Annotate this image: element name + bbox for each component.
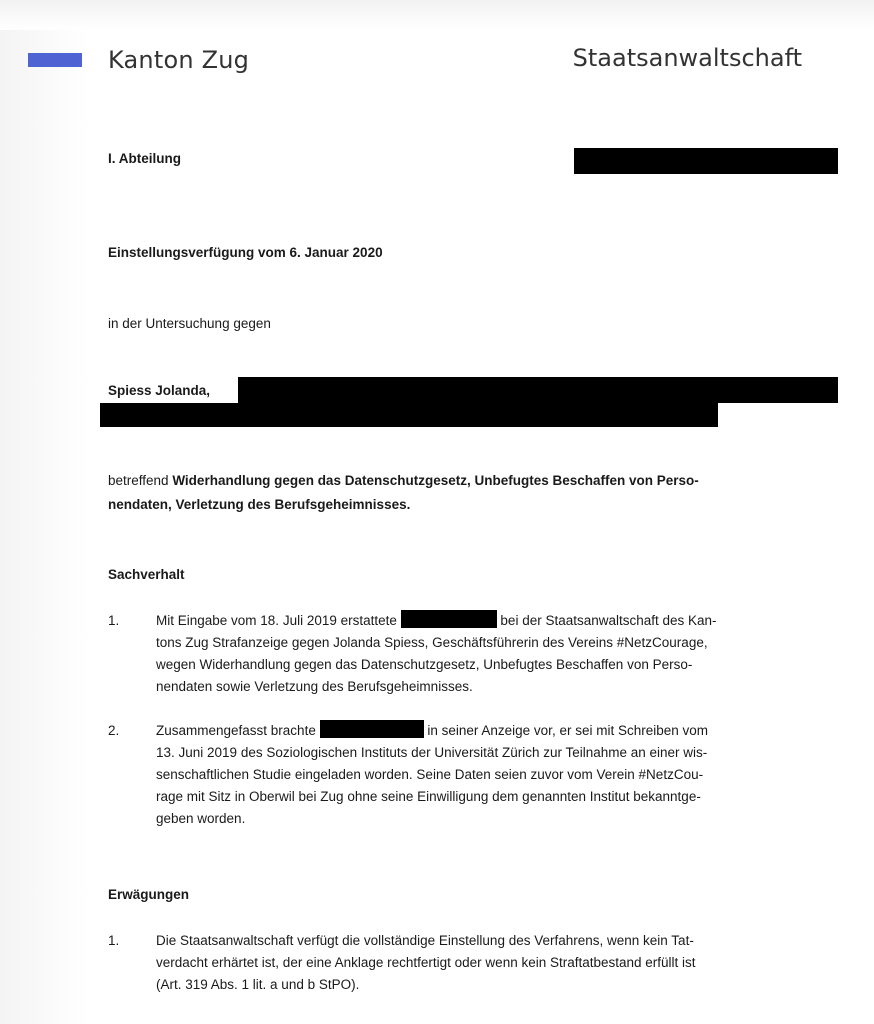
line-text: Zusammengefasst brachte (156, 723, 316, 738)
paragraph-line: nendaten sowie Verletzung des Berufsgeheimnisses. (156, 679, 473, 694)
redaction-box (238, 377, 838, 403)
scan-shadow-top (0, 0, 874, 30)
paragraph-line: 13. Juni 2019 des Soziologischen Instituts der Universität Zürich zur Teilnahme an einer wis- (156, 745, 708, 760)
subject-text: Widerhandlung gegen das Datenschutzgesetz, Unbefugtes Beschaffen von Perso- (172, 473, 699, 488)
section-considerations-heading: Erwägungen (108, 887, 190, 902)
paragraph-line: (Art. 319 Abs. 1 lit. a und b StPO). (156, 977, 360, 992)
paragraph-line: verdacht erhärtet ist, der eine Anklage rechtfertigt oder wenn kein Straftatbestand erfüllt ist (156, 955, 696, 970)
paragraph-line (156, 610, 846, 632)
line-text: Mit Eingabe vom 18. Juli 2019 erstattete (156, 613, 397, 628)
paragraph-line: Die Staatsanwaltschaft verfügt die vollständige Einstellung des Verfahrens, wenn kein Tat- (156, 933, 694, 948)
subject-prefix: betreffend (108, 473, 173, 488)
paragraph-line: rage mit Sitz in Oberwil bei Zug ohne seine Einwilligung dem genannten Institut bekanntge- (156, 789, 701, 804)
list-number: 1. (108, 933, 120, 948)
paragraph-line: tons Zug Strafanzeige gegen Jolanda Spiess, Geschäftsführerin des Vereins #NetzCourage, (156, 635, 708, 650)
canton-name: Kanton Zug (108, 46, 250, 74)
canton-logo-bar (28, 53, 82, 67)
redaction-box (100, 403, 718, 427)
section-facts-heading: Sachverhalt (108, 567, 185, 582)
fact-paragraph-1 (156, 610, 846, 698)
paragraph-line (156, 720, 846, 742)
redaction-box (574, 148, 838, 174)
intro-text: in der Untersuchung gegen (108, 316, 271, 331)
consideration-paragraph-1 (156, 930, 846, 996)
paragraph-line: geben worden. (156, 811, 246, 826)
line-text: bei der Staatsanwaltschaft des Kan- (500, 613, 717, 628)
fact-paragraph-2 (156, 720, 846, 830)
office-name: Staatsanwaltschaft (572, 44, 802, 72)
decision-title: Einstellungsverfügung vom 6. Januar 2020 (108, 245, 383, 260)
paragraph-line: senschaftlichen Studie eingeladen worden. Seine Daten seien zuvor vom Verein #NetzCou- (156, 767, 704, 782)
paragraph-line: wegen Widerhandlung gegen das Datenschutzgesetz, Unbefugtes Beschaffen von Perso- (156, 657, 693, 672)
list-number: 1. (108, 613, 120, 628)
accused-name: Spiess Jolanda, (108, 383, 211, 398)
list-number: 2. (108, 723, 120, 738)
department-label: I. Abteilung (108, 151, 181, 166)
line-text: in seiner Anzeige vor, er sei mit Schreiben vom (427, 723, 708, 738)
subject-line-1 (108, 470, 848, 492)
scan-shadow (0, 0, 90, 1024)
redaction-box (401, 610, 497, 628)
subject-line-2: nendaten, Verletzung des Berufsgeheimnisses. (108, 497, 411, 512)
redaction-box (320, 720, 424, 738)
